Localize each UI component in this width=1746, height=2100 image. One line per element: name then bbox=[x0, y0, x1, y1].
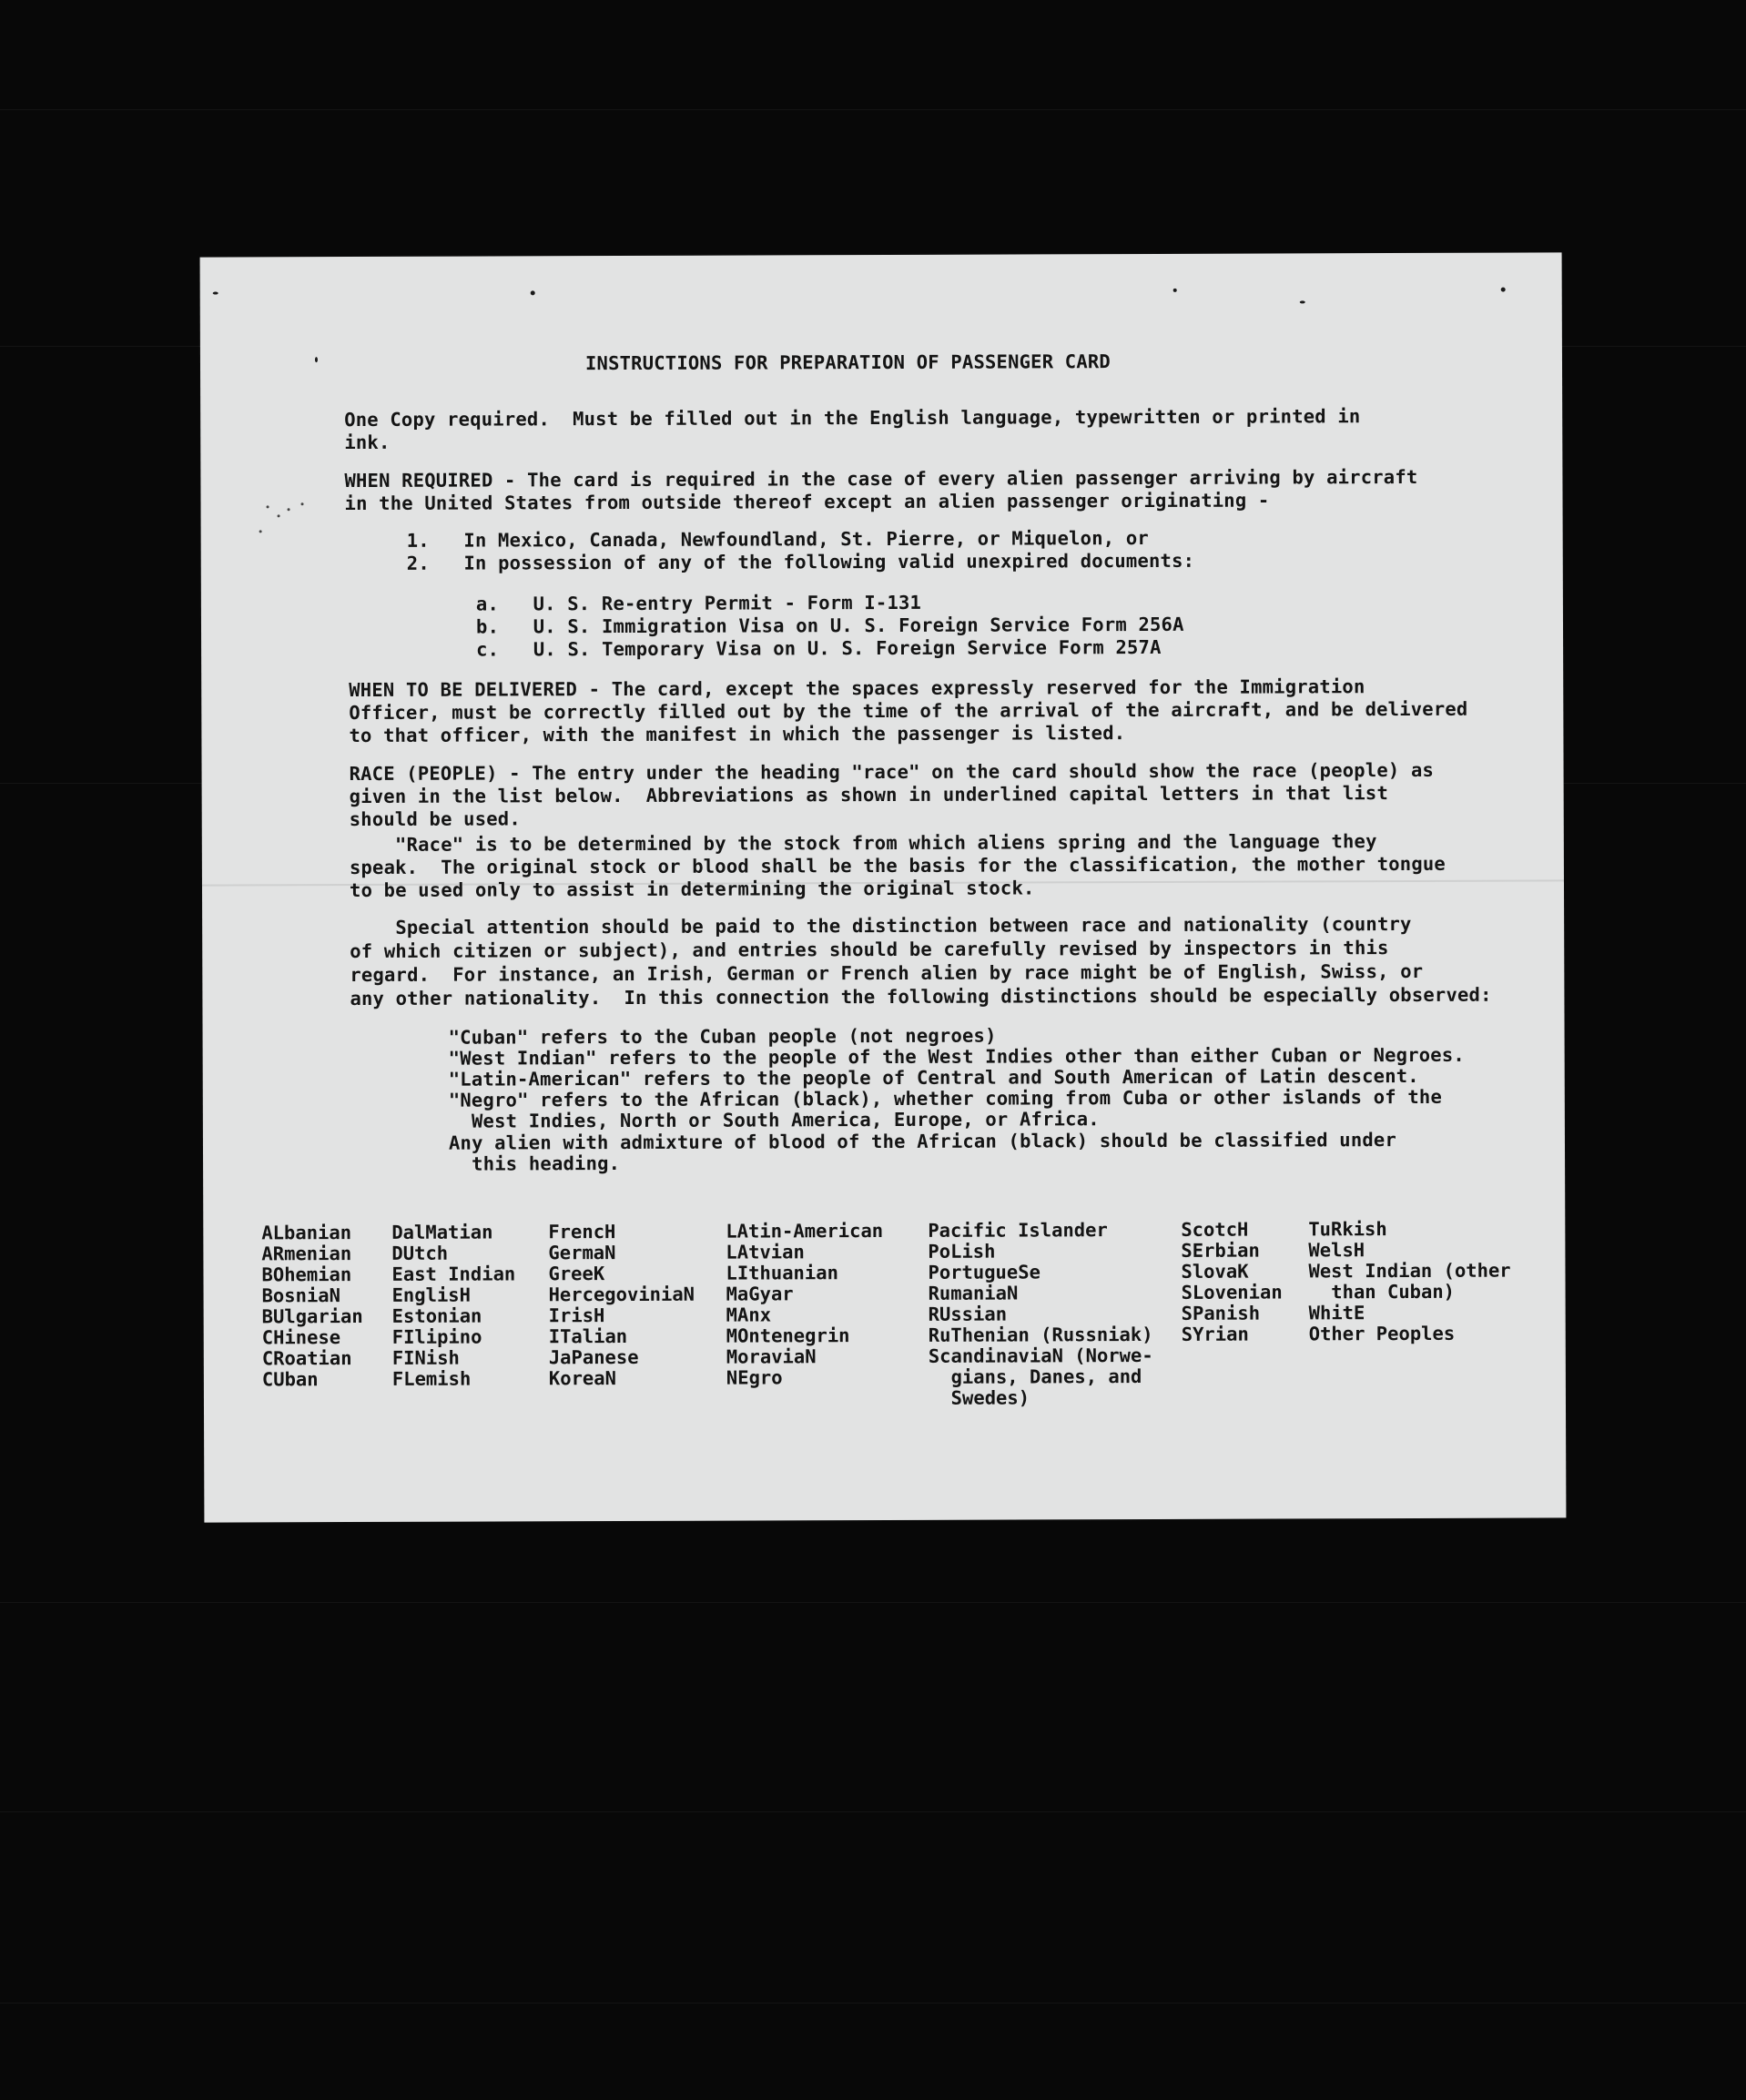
race-list-item: IrisH bbox=[548, 1304, 605, 1327]
registration-dot bbox=[1300, 300, 1305, 303]
race-list-item: Other Peoples bbox=[1308, 1322, 1456, 1345]
ink-speck bbox=[259, 530, 262, 533]
race-list-item: DalMatian bbox=[391, 1221, 493, 1243]
race-paragraph-line: RACE (PEOPLE) - The entry under the heading "race" on the card should show the race (people) as bbox=[349, 758, 1435, 786]
distinction-line: Any alien with admixture of blood of the African (black) should be classified under bbox=[448, 1129, 1397, 1154]
when-delivered-line: Officer, must be correctly filled out by the time of the arrival of the aircraft, and be delivered bbox=[349, 697, 1468, 725]
race-paragraph-line: Special attention should be paid to the distinction between race and nationality (country bbox=[350, 912, 1412, 939]
race-list-item: ARmenian bbox=[261, 1243, 352, 1265]
when-required-item: 1. In Mexico, Canada, Newfoundland, St. Pierre, or Miquelon, or bbox=[406, 526, 1149, 552]
race-list-item: EnglisH bbox=[391, 1283, 472, 1306]
race-list-item: BOhemian bbox=[261, 1263, 352, 1286]
race-list-column bbox=[726, 1221, 883, 1389]
race-list-item: WhitE bbox=[1308, 1302, 1365, 1324]
distinction-line: this heading. bbox=[449, 1152, 621, 1175]
race-list-item: MAnx bbox=[726, 1304, 772, 1326]
race-list-item: FLemish bbox=[391, 1367, 472, 1390]
race-list-item: ScotcH bbox=[1181, 1218, 1249, 1241]
distinction-line: West Indies, North or South America, Europe, or Africa. bbox=[448, 1108, 1100, 1132]
race-list-column bbox=[391, 1222, 515, 1389]
race-paragraph-line: should be used. bbox=[349, 807, 521, 831]
registration-dot bbox=[213, 292, 218, 295]
race-list-item: CUban bbox=[261, 1368, 319, 1391]
race-list-item: SlovaK bbox=[1181, 1260, 1249, 1283]
race-list-column bbox=[1308, 1219, 1511, 1345]
when-delivered-line: WHEN TO BE DELIVERED - The card, except the spaces expressly reserved for the Immigration bbox=[349, 675, 1365, 702]
race-list-item: JaPanese bbox=[548, 1345, 639, 1369]
race-paragraph-line: regard. For instance, an Irish, German or French alien by race might be of English, Swiss, or bbox=[350, 959, 1424, 987]
race-list-item: ScandinaviaN (Norwe- bbox=[928, 1344, 1153, 1367]
race-list-item: ITalian bbox=[548, 1324, 628, 1348]
race-list-item: GreeK bbox=[548, 1263, 605, 1285]
race-list-item: MOntenegrin bbox=[726, 1324, 850, 1347]
race-list-item: West Indian (other bbox=[1308, 1259, 1511, 1283]
race-list-item: PoLish bbox=[928, 1240, 996, 1263]
race-list-item: Estonian bbox=[391, 1304, 482, 1327]
race-list-item: MoraviaN bbox=[726, 1345, 817, 1368]
race-list-item: BUlgarian bbox=[261, 1304, 363, 1328]
when-required-line: WHEN REQUIRED - The card is required in the case of every alien passenger arriving by aircraft bbox=[344, 465, 1418, 492]
distinction-line: "West Indian" refers to the people of the West Indies other than either Cuban or Negroes. bbox=[448, 1043, 1465, 1070]
intro-line: One Copy required. Must be filled out in the English language, typewritten or printed in bbox=[344, 405, 1361, 431]
race-list-item: LAtvian bbox=[726, 1241, 805, 1263]
race-list-item: ALbanian bbox=[261, 1222, 352, 1244]
race-list-item: CRoatian bbox=[261, 1347, 352, 1370]
ink-speck bbox=[301, 502, 304, 505]
race-list-item: MaGyar bbox=[726, 1283, 794, 1305]
race-list-item: BosniaN bbox=[261, 1284, 341, 1307]
document-subitem: c. U. S. Temporary Visa on U. S. Foreign Service Form 257A bbox=[476, 635, 1162, 661]
race-list-item: PortugueSe bbox=[928, 1261, 1040, 1283]
page-title: INSTRUCTIONS FOR PREPARATION OF PASSENGER CARD bbox=[584, 350, 1111, 375]
race-list-item: GermaN bbox=[548, 1242, 616, 1264]
race-list-item: RumaniaN bbox=[928, 1282, 1019, 1304]
race-list-item: LIthuanian bbox=[726, 1262, 838, 1284]
race-list-item: SErbian bbox=[1181, 1239, 1260, 1262]
race-list-item: LAtin-American bbox=[726, 1220, 884, 1243]
race-list-item: Pacific Islander bbox=[928, 1219, 1108, 1242]
race-list-column bbox=[928, 1220, 1153, 1409]
registration-dot bbox=[1501, 288, 1506, 292]
ink-speck bbox=[267, 505, 269, 508]
document-page bbox=[200, 252, 1567, 1522]
race-list-item: SYrian bbox=[1181, 1323, 1249, 1345]
race-list-item: FINish bbox=[391, 1346, 460, 1369]
ink-speck bbox=[288, 508, 290, 511]
race-paragraph-line: of which citizen or subject), and entries should be carefully revised by inspectors in this bbox=[350, 937, 1389, 963]
document-subitem: a. U. S. Re-entry Permit - Form I-131 bbox=[475, 591, 922, 615]
race-paragraph-line: "Race" is to be determined by the stock from which aliens spring and the language they bbox=[349, 830, 1377, 857]
race-paragraph-line: speak. The original stock or blood shall be the basis for the classification, the mother tongue bbox=[349, 852, 1447, 879]
race-paragraph-line: given in the list below. Abbreviations as shown in underlined capital letters in that list bbox=[349, 782, 1389, 808]
intro-line: ink. bbox=[344, 431, 391, 454]
race-list-item: FIlipino bbox=[391, 1325, 482, 1348]
when-required-item: 2. In possession of any of the following valid unexpired documents: bbox=[406, 549, 1195, 574]
race-list-item: SLovenian bbox=[1181, 1281, 1283, 1304]
race-list-item: WelsH bbox=[1308, 1239, 1365, 1262]
race-list-column bbox=[548, 1222, 695, 1390]
race-list-column bbox=[1181, 1219, 1283, 1344]
when-delivered-line: to that officer, with the manifest in which the passenger is listed. bbox=[349, 722, 1126, 747]
race-list-item: FrencH bbox=[548, 1221, 616, 1243]
race-list-item: CHinese bbox=[261, 1326, 341, 1349]
registration-dot bbox=[531, 290, 535, 295]
race-list-column bbox=[261, 1222, 363, 1390]
when-required-line: in the United States from outside thereof except an alien passenger originating - bbox=[344, 489, 1270, 515]
race-list-item: TuRkish bbox=[1308, 1218, 1387, 1241]
race-list-item: gians, Danes, and bbox=[928, 1365, 1142, 1388]
ink-speck bbox=[278, 514, 280, 517]
distinction-line: "Negro" refers to the African (black), whether coming from Cuba or other islands of the bbox=[448, 1085, 1443, 1111]
distinction-line: "Cuban" refers to the Cuban people (not negroes) bbox=[448, 1024, 997, 1049]
race-list-item: than Cuban) bbox=[1308, 1280, 1456, 1304]
race-list-item: HercegoviniaN bbox=[548, 1283, 695, 1306]
distinction-line: "Latin-American" refers to the people of Central and South American of Latin descent. bbox=[448, 1064, 1419, 1091]
registration-dot bbox=[315, 357, 318, 362]
registration-dot bbox=[1173, 289, 1177, 292]
document-subitem: b. U. S. Immigration Visa on U. S. Foreign Service Form 256A bbox=[475, 613, 1184, 638]
race-list-item: SPanish bbox=[1181, 1302, 1261, 1324]
race-list-item: RUssian bbox=[928, 1303, 1008, 1325]
race-list-item: NEgro bbox=[726, 1366, 783, 1389]
race-list-item: East Indian bbox=[391, 1263, 516, 1285]
race-paragraph-line: any other nationality. In this connection the following distinctions should be especially observed: bbox=[350, 983, 1492, 1010]
race-paragraph-line: to be used only to assist in determining the original stock. bbox=[349, 877, 1035, 902]
race-list-item: KoreaN bbox=[548, 1367, 616, 1390]
race-list-item: RuThenian (Russniak) bbox=[928, 1323, 1153, 1346]
race-list-item: DUtch bbox=[391, 1242, 449, 1264]
race-list-item: Swedes) bbox=[928, 1386, 1030, 1409]
